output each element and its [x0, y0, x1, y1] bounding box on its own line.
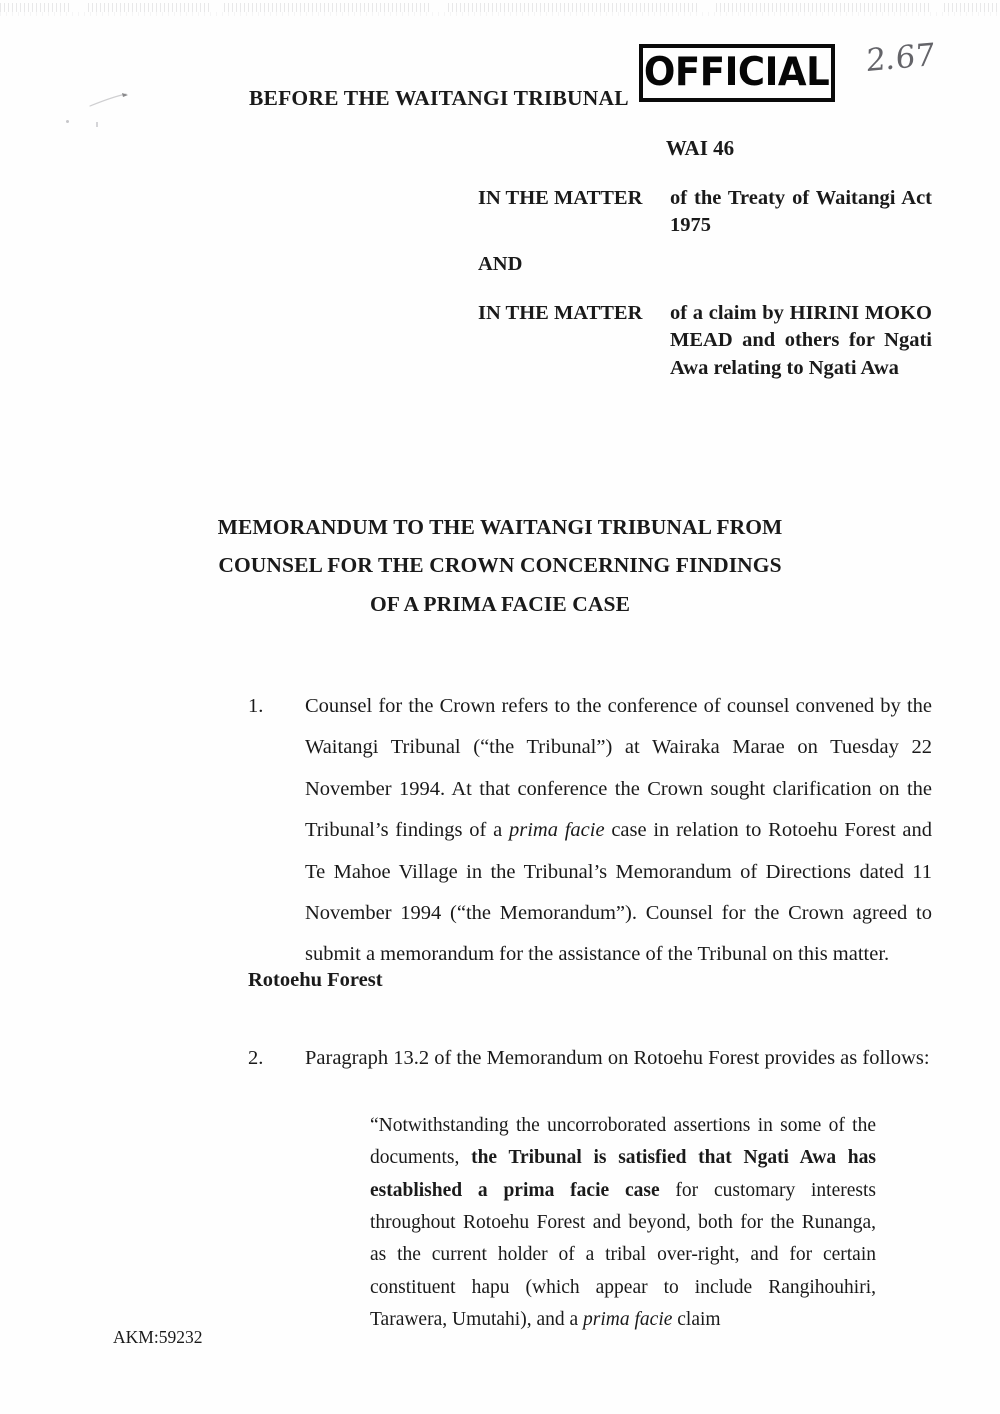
document-title-line-2: COUNSEL FOR THE CROWN CONCERNING FINDINGS — [218, 553, 782, 578]
paragraph-1-text-part-2: case in relation to Rotoehu Forest and Te Mahoe Village in the Tribunal’s Memorandum of Directions dated 11 November 1994 (“the Memorandum”). Counsel for the Crown agreed to submit a memorandum for the assistance of the Tribunal on this matter. — [305, 819, 932, 966]
matter-label-second: IN THE MATTER — [478, 302, 643, 324]
paragraph-body-2: Paragraph 13.2 of the Memorandum on Rotoehu Forest provides as follows: — [305, 1047, 930, 1069]
matter-block-second — [478, 300, 938, 382]
quote-opening-text: “Notwithstanding the uncorroborated assertions in some of the documents, — [370, 1115, 876, 1169]
handwritten-page-reference: 2.67 — [865, 36, 936, 80]
section-heading-rotoehu-forest: Rotoehu Forest — [248, 969, 383, 991]
tribunal-header-line: BEFORE THE WAITANGI TRIBUNAL — [249, 86, 629, 110]
pencil-speck-icon — [66, 120, 69, 123]
document-title-line-1: MEMORANDUM TO THE WAITANGI TRIBUNAL FROM — [217, 515, 783, 539]
paragraph-body-1 — [305, 686, 932, 976]
matter-value-first: of the Treaty of Waitangi Act 1975 — [670, 187, 932, 237]
quote-middle-text: for customary interests throughout Rotoehu Forest and beyond, both for the Runanga, as the current holder of a tribal over-right, and for certain constituent hapu (which appear to include Rangihouhiri, Tarawera, Umutahi), and a — [370, 1179, 876, 1331]
wai-claim-number: WAI 46 — [665, 136, 735, 160]
scanner-edge-artifact-secondary — [0, 12, 1000, 16]
quote-italic-term: prima facie — [583, 1309, 673, 1331]
footer-document-reference: AKM:59232 — [113, 1327, 203, 1347]
paragraph-1-italic-term: prima facie — [508, 819, 605, 842]
official-stamp — [639, 44, 835, 102]
quote-bold-emphasis: the Tribunal is satisfied that Ngati Awa has established a prima facie case — [370, 1147, 876, 1201]
pencil-margin-mark-icon — [88, 92, 130, 108]
numbered-paragraph-2 — [248, 1038, 932, 1079]
paragraph-number-1: 1. — [248, 695, 264, 717]
matter-block-first — [478, 185, 938, 240]
scanner-edge-artifact — [0, 3, 1000, 12]
matter-conjunction: AND — [478, 253, 523, 275]
block-quotation — [370, 1110, 876, 1337]
pencil-speck-secondary-icon — [96, 122, 98, 127]
paragraph-number-2: 2. — [248, 1047, 264, 1069]
document-title-line-3: OF A PRIMA FACIE CASE — [369, 591, 631, 616]
matter-value-second: of a claim by HIRINI MOKO MEAD and others for Ngati Awa relating to Ngati Awa — [670, 302, 932, 379]
document-title — [150, 508, 850, 623]
paragraph-1-text-part-1: Counsel for the Crown refers to the conference of counsel convened by the Waitangi Tribunal (“the Tribunal”) at Wairaka Marae on Tuesday 22 November 1994. At that conference the Crown sought clarification on the Tribunal’s findings of a — [305, 695, 932, 842]
numbered-paragraph-1 — [248, 686, 932, 976]
official-stamp-label: OFFICIAL — [644, 49, 830, 95]
matter-label-first: IN THE MATTER — [478, 187, 643, 209]
quote-closing-text: claim — [672, 1309, 721, 1331]
